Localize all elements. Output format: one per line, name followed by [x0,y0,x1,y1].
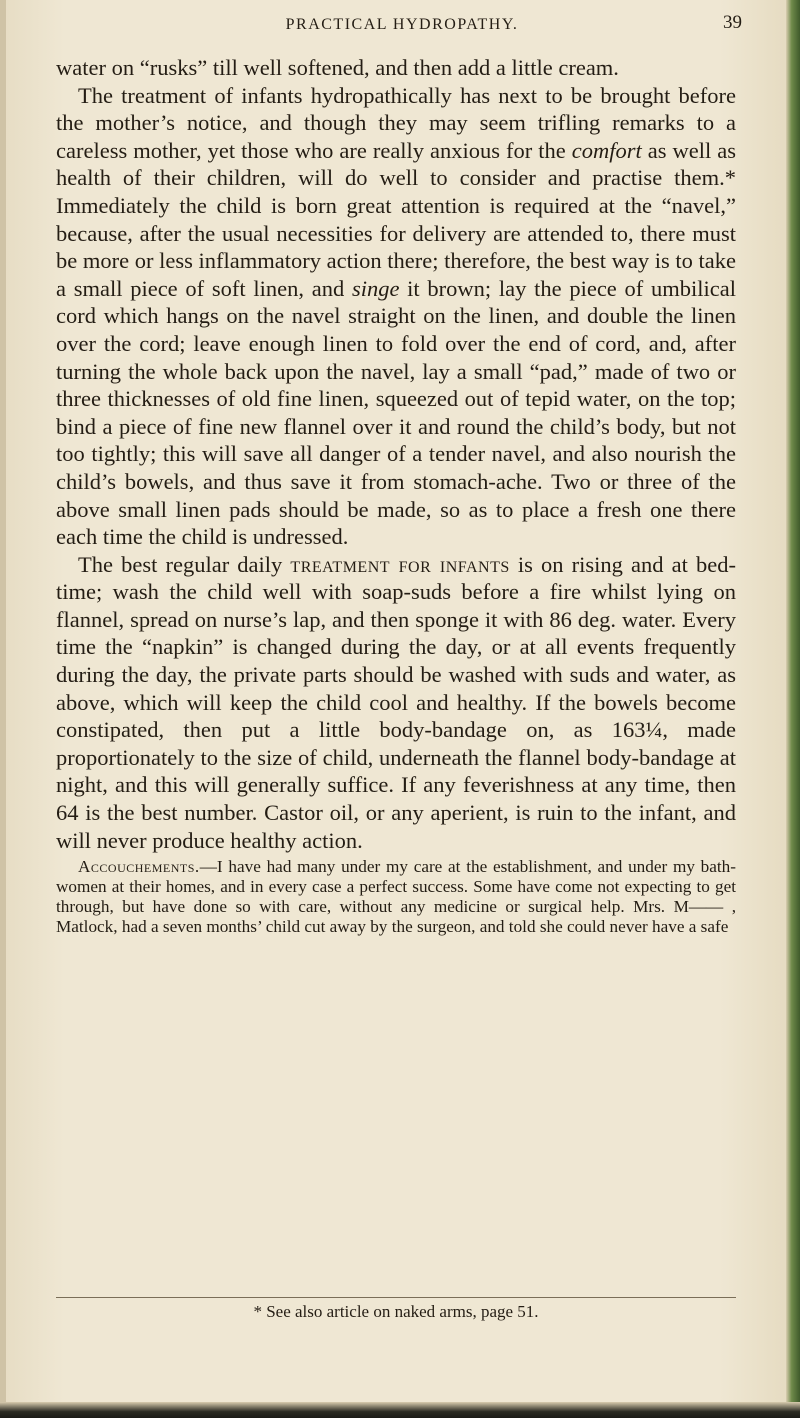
page-right-edge [786,0,800,1418]
body-paragraph [56,82,736,551]
text-run: The treatment of infants hydropathically has next to be brought before the mother’s notice, and though they may seem trifling remarks to a careless mother, yet those who are really anxious for the [56,82,736,163]
footnote: * See also article on naked arms, page 51. [253,1302,539,1321]
page-number: 39 [723,12,742,33]
running-head: PRACTICAL HYDROPATHY. [285,16,519,33]
italic-run: singe [351,275,400,301]
text-run: water on “rusks” till well softened, and then add a little cream. [56,55,619,80]
text-run: The best regular daily [78,551,291,577]
small-caps-run: Accouchements. [78,857,200,877]
page-bottom-edge [0,1402,800,1418]
text-run: as well as health of their children, will do well to consider and practise them.* Immediately the child is born great attention is required at the “navel,” because, after the usual necessities for delivery are attended to, there must be more or less inflammatory action there; therefore, the best way is to take a small piece of soft linen, and [56,137,736,301]
page-header [52,12,752,40]
text-run: is on rising and at bed-time; wash the child well with soap-suds before a fire whilst lying on flannel, spread on nurse’s lap, and then sponge it with 86 deg. water. Every time the “napkin” is changed during the day, or at all events frequently during the day, the private parts should be washed with suds and water, as above, which will keep the child cool and healthy. If the bowels become constipated, then put a little body-bandage on, as 163¼, made proportionately to the size of child, underneath the flannel body-bandage at night, and this will generally suffice. If any feverishness at any time, then 64 is the best number. Castor oil, or any aperient, is ruin to the infant, and will never produce healthy action. [56,551,736,853]
body-paragraph [56,551,736,855]
footnote-rule [56,1297,736,1298]
text-run: it brown; lay the piece of umbilical cord which hangs on the navel straight on the linen, and double the linen over the cord; leave enough linen to fold over the end of cord, and, after turning the whole back upon the navel, lay a small “pad,” made of two or three thicknesses of old fine linen, squeezed out of tepid water, on the top; bind a piece of fine new flannel over it and round the child’s body, but not too tightly; this will save all danger of a tender navel, and also nourish the child’s bowels, and thus save it from stomach-ache. Two or three of the above small linen pads should be made, so as to place a fresh one there each time the child is undressed. [56,275,736,550]
note-paragraph [56,857,736,937]
text-run: —I have had many under my care at the establishment, and under my bath-women at their homes, and in every case a perfect success. Some have come not expecting to get through, but have done so with care, without any medicine or surgical help. Mrs. M—— , Matlock, had a seven months’ child cut away by the surgeon, and told she could never have a safe [56,857,736,937]
body-text [56,54,736,937]
page-left-edge [0,0,6,1418]
small-caps-run: treatment for infants [290,551,510,577]
italic-run: comfort [571,137,642,163]
body-paragraph [56,54,736,82]
